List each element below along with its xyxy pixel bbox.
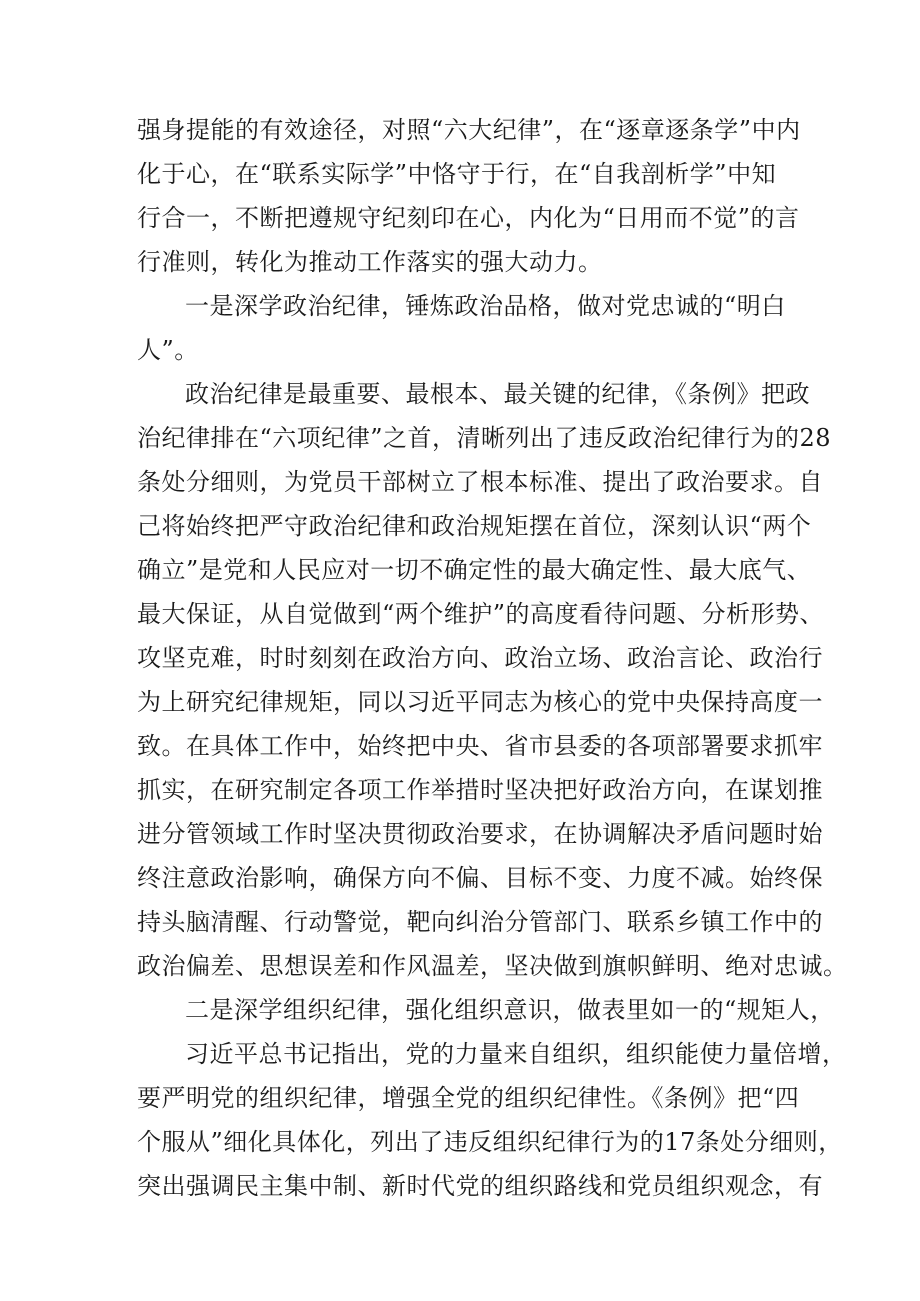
text-line: 终注意政治影响，确保方向不偏、目标不变、力度不减。始终保	[137, 864, 823, 892]
text-line: 持头脑清醒、行动警觉，靶向纠治分管部门、联系乡镇工作中的	[137, 908, 823, 936]
section-heading-line: 一是深学政治纪律，锤炼政治品格，做对党忠诚的“明白	[185, 292, 786, 320]
text-line: 己将始终把严守政治纪律和政治规矩摆在首位，深刻认识“两个	[137, 512, 812, 540]
text-line: 政治纪律是最重要、最根本、最关键的纪律，《条例》把政	[185, 380, 810, 408]
text-line: 确立”是党和人民应对一切不确定性的最大确定性、最大底气、	[137, 556, 812, 584]
text-line: 强身提能的有效途径，对照“六大纪律”，在“逐章逐条学”中内	[137, 116, 801, 144]
text-line: 进分管领域工作时坚决贯彻政治要求，在协调解决矛盾问题时始	[137, 820, 823, 848]
text-line: 个服从”细化具体化，列出了违反组织纪律行为的17条处分细则，	[137, 1128, 843, 1156]
text-line: 突出强调民主集中制、新时代党的组织路线和党员组织观念，有	[137, 1172, 823, 1200]
body-text	[137, 108, 848, 1208]
section-heading-line: 人”。	[137, 336, 199, 364]
text-line: 治纪律排在“六项纪律”之首，清晰列出了违反政治纪律行为的28	[137, 424, 832, 452]
text-line: 致。在具体工作中，始终把中央、省市县委的各项部署要求抓牢	[137, 732, 823, 760]
text-line: 行合一，不断把遵规守纪刻印在心，内化为“日用而不觉”的言	[137, 204, 800, 232]
text-line: 行准则，转化为推动工作落实的强大动力。	[137, 248, 603, 276]
text-line: 为上研究纪律规矩，同以习近平同志为核心的党中央保持高度一	[137, 688, 823, 716]
text-line: 要严明党的组织纪律，增强全党的组织纪律性。《条例》把“四	[137, 1084, 800, 1112]
text-line: 最大保证，从自觉做到“两个维护”的高度看待问题、分析形势、	[137, 600, 825, 628]
text-line: 条处分细则，为党员干部树立了根本标准、提出了政治要求。自	[137, 468, 823, 496]
text-line: 攻坚克难，时时刻刻在政治方向、政治立场、政治言论、政治行	[137, 644, 823, 672]
text-line: 习近平总书记指出，党的力量来自组织，组织能使力量倍增，	[185, 1040, 847, 1068]
text-line: 政治偏差、思想误差和作风温差，坚决做到旗帜鲜明、绝对忠诚。	[137, 952, 848, 980]
section-heading-line: 二是深学组织纪律，强化组织意识，做表里如一的“规矩人，	[185, 996, 835, 1024]
text-line: 抓实，在研究制定各项工作举措时坚决把好政治方向，在谋划推	[137, 776, 823, 804]
text-line: 化于心，在“联系实际学”中恪守于行，在“自我剖析学”中知	[137, 160, 777, 188]
